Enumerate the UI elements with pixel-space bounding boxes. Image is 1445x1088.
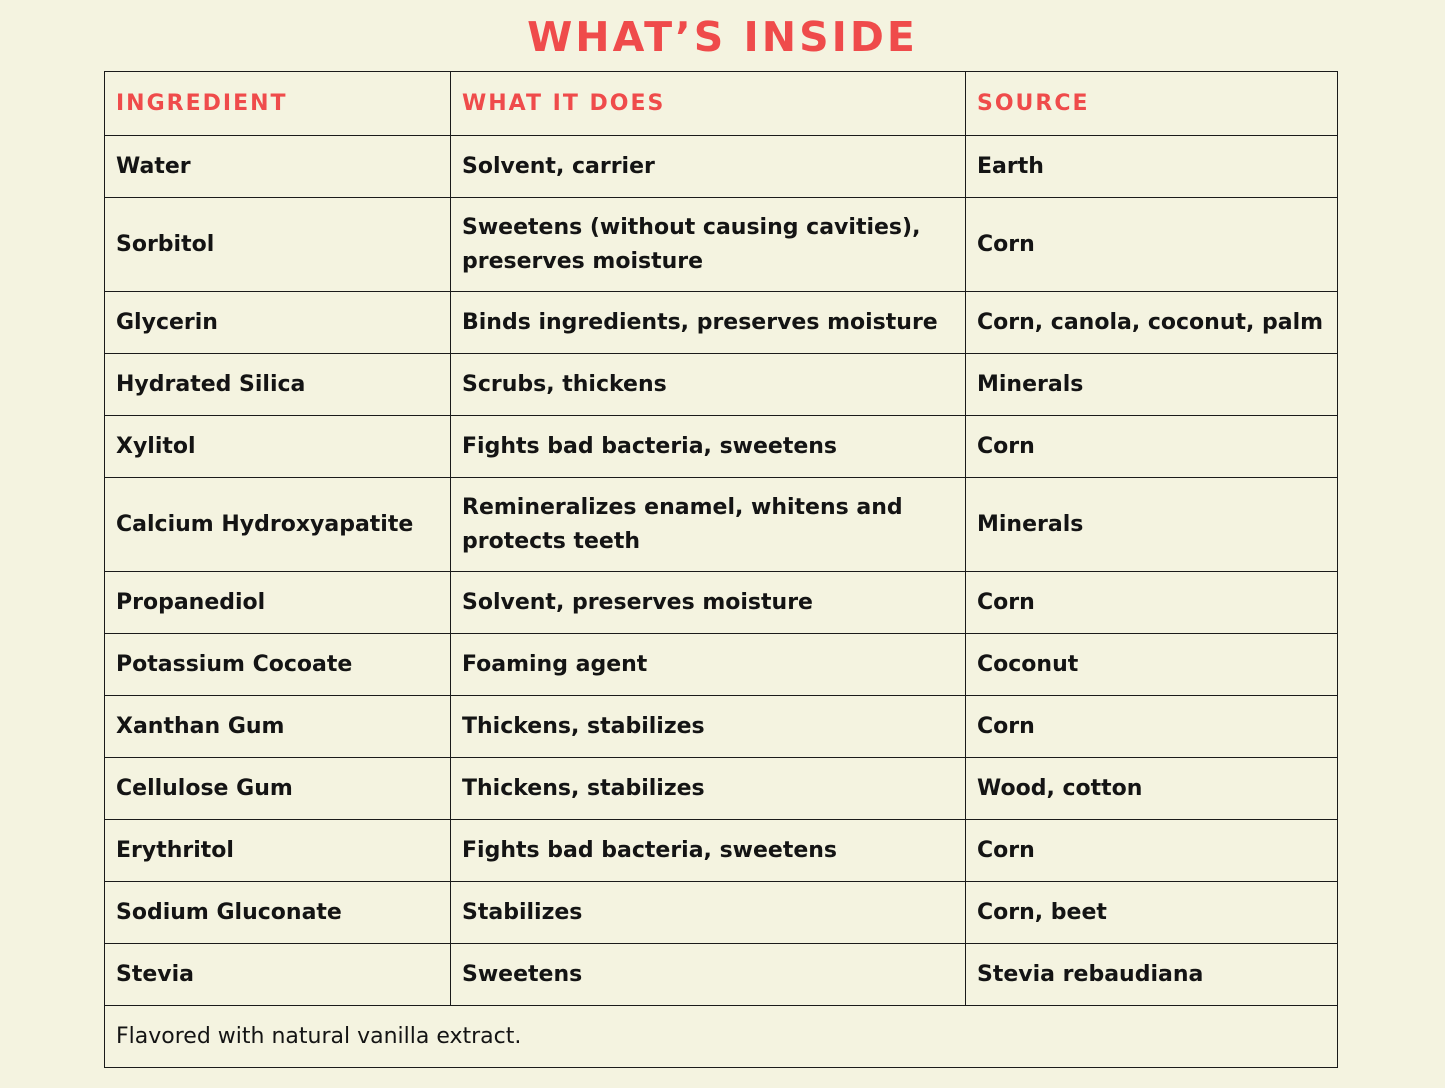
source-cell: Minerals bbox=[966, 354, 1338, 416]
table-row bbox=[105, 136, 1338, 198]
ingredient-cell: Sodium Gluconate bbox=[105, 882, 451, 944]
function-cell: Scrubs, thickens bbox=[451, 354, 966, 416]
ingredient-cell: Potassium Cocoate bbox=[105, 634, 451, 696]
source-cell: Corn bbox=[966, 572, 1338, 634]
source-cell: Corn bbox=[966, 198, 1338, 292]
column-header-ingredient: INGREDIENT bbox=[105, 72, 451, 136]
ingredient-cell: Xanthan Gum bbox=[105, 696, 451, 758]
ingredient-cell: Calcium Hydroxyapatite bbox=[105, 478, 451, 572]
ingredients-table bbox=[104, 71, 1338, 1068]
function-cell: Foaming agent bbox=[451, 634, 966, 696]
source-cell: Corn, canola, coconut, palm bbox=[966, 292, 1338, 354]
table-row bbox=[105, 882, 1338, 944]
table-row bbox=[105, 416, 1338, 478]
function-cell: Solvent, preserves moisture bbox=[451, 572, 966, 634]
source-cell: Corn bbox=[966, 820, 1338, 882]
table-row bbox=[105, 572, 1338, 634]
table-footer-row bbox=[105, 1006, 1338, 1068]
ingredient-cell: Xylitol bbox=[105, 416, 451, 478]
table-row bbox=[105, 198, 1338, 292]
table-row bbox=[105, 478, 1338, 572]
source-cell: Corn, beet bbox=[966, 882, 1338, 944]
table-row bbox=[105, 820, 1338, 882]
table-row bbox=[105, 634, 1338, 696]
function-cell: Solvent, carrier bbox=[451, 136, 966, 198]
ingredient-cell: Glycerin bbox=[105, 292, 451, 354]
ingredient-cell: Sorbitol bbox=[105, 198, 451, 292]
function-cell: Remineralizes enamel, whitens and protects teeth bbox=[451, 478, 966, 572]
function-cell: Thickens, stabilizes bbox=[451, 696, 966, 758]
footer-note: Flavored with natural vanilla extract. bbox=[105, 1006, 1338, 1068]
function-cell: Fights bad bacteria, sweetens bbox=[451, 416, 966, 478]
column-header-what-it-does: WHAT IT DOES bbox=[451, 72, 966, 136]
table-header-row bbox=[105, 72, 1338, 136]
function-cell: Sweetens bbox=[451, 944, 966, 1006]
function-cell: Fights bad bacteria, sweetens bbox=[451, 820, 966, 882]
page-title: WHAT’S INSIDE bbox=[527, 13, 918, 61]
source-cell: Stevia rebaudiana bbox=[966, 944, 1338, 1006]
ingredient-cell: Cellulose Gum bbox=[105, 758, 451, 820]
ingredient-cell: Propanediol bbox=[105, 572, 451, 634]
table-row bbox=[105, 758, 1338, 820]
ingredient-cell: Erythritol bbox=[105, 820, 451, 882]
source-cell: Corn bbox=[966, 416, 1338, 478]
source-cell: Minerals bbox=[966, 478, 1338, 572]
function-cell: Sweetens (without causing cavities), preserves moisture bbox=[451, 198, 966, 292]
column-header-source: SOURCE bbox=[966, 72, 1338, 136]
ingredient-cell: Stevia bbox=[105, 944, 451, 1006]
table-row bbox=[105, 696, 1338, 758]
ingredient-cell: Hydrated Silica bbox=[105, 354, 451, 416]
table-row bbox=[105, 944, 1338, 1006]
function-cell: Binds ingredients, preserves moisture bbox=[451, 292, 966, 354]
function-cell: Stabilizes bbox=[451, 882, 966, 944]
source-cell: Coconut bbox=[966, 634, 1338, 696]
table-row bbox=[105, 354, 1338, 416]
ingredient-cell: Water bbox=[105, 136, 451, 198]
source-cell: Wood, cotton bbox=[966, 758, 1338, 820]
source-cell: Corn bbox=[966, 696, 1338, 758]
table-row bbox=[105, 292, 1338, 354]
function-cell: Thickens, stabilizes bbox=[451, 758, 966, 820]
source-cell: Earth bbox=[966, 136, 1338, 198]
